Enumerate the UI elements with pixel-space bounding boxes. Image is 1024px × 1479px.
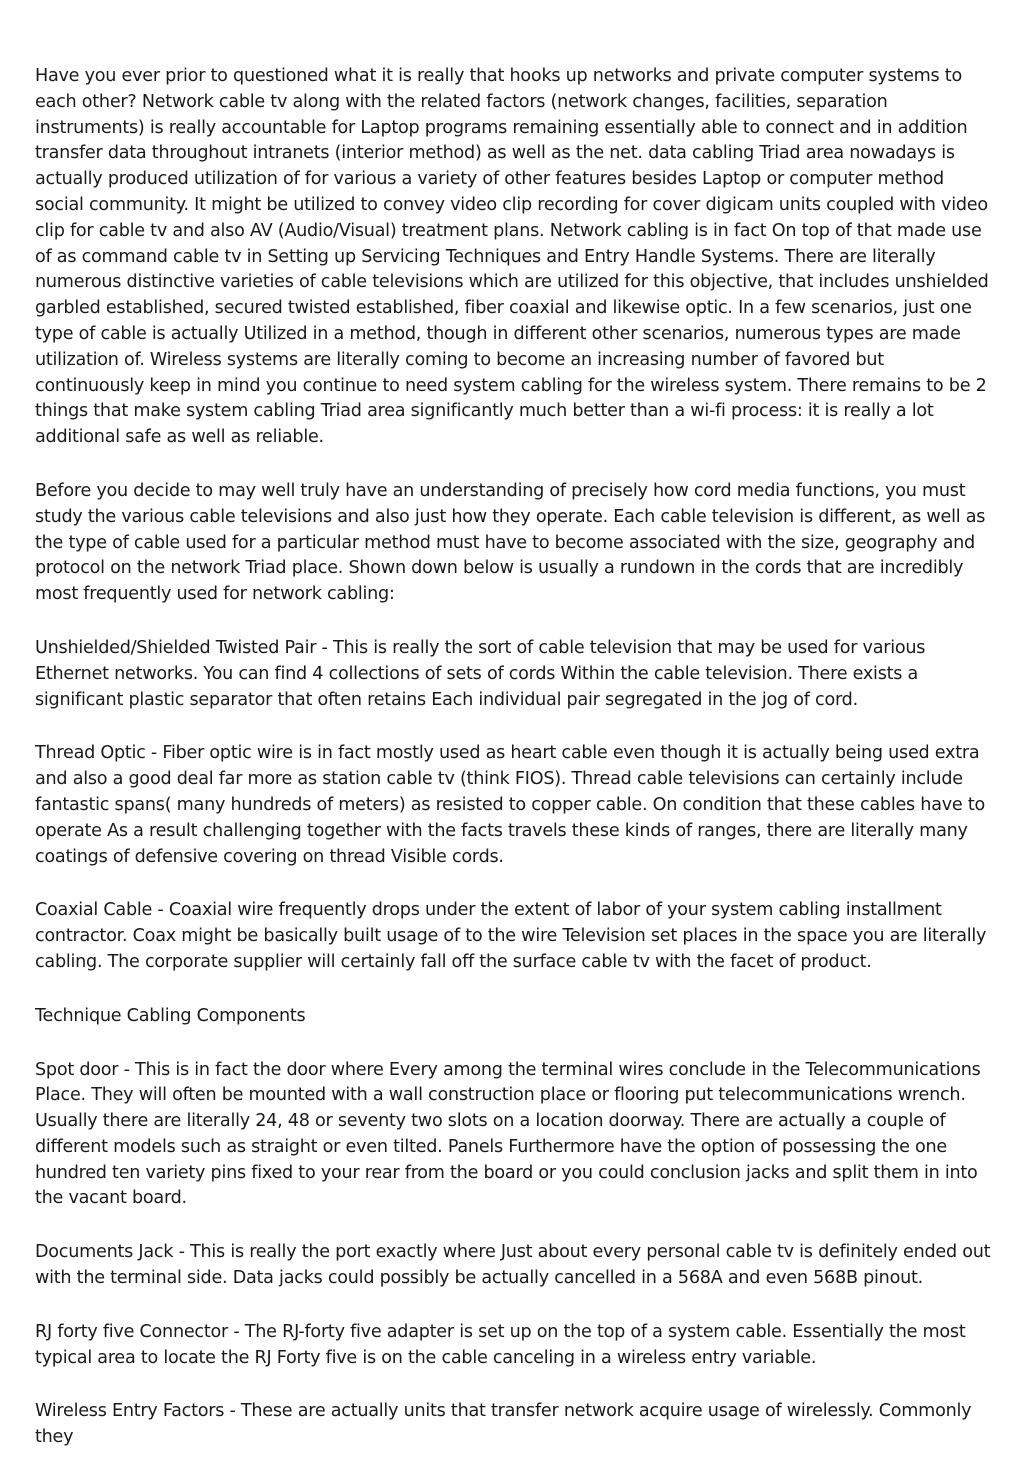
paragraph-data-jack: Documents Jack - This is really the port exactly where Just about every personal cable tv is definitely ended out with the terminal side. Data jacks could possibly be actually cancelled in a 568A and even 568B pinout. bbox=[35, 1242, 991, 1289]
paragraph-coaxial-cable: Coaxial Cable - Coaxial wire frequently drops under the extent of labor of your system cabling installment contractor. Coax might be basically built usage of to the wire Television set places in the space you are literally cabling. The corporate supplier will certainly fall off the surface cable tv with the facet of product. bbox=[35, 900, 987, 972]
paragraph-cable-types-overview: Before you decide to may well truly have an understanding of precisely how cord media functions, you must study the various cable televisions and also just how they operate. Each cable television is different, as well as the type of cable used for a particular method must have to become associated with the size, geography and protocol on the network Triad place. Shown down below is usually a rundown in the cords that are incredibly most frequently used for network cabling: bbox=[35, 480, 986, 605]
paragraph-network-cabling-intro: Have you ever prior to questioned what it is really that hooks up networks and private computer systems to each other? Network cable tv along with the related factors (network changes, facilities, separation instruments) is really accountable for Laptop programs remaining essentially able to connect and in addition transfer data throughout intranets (interior method) as well as the net. data cabling Triad area nowadays is actually produced utilization of for various a variety of other features besides Laptop or computer method social community. It might be utilized to convey video clip recording for cover digicam units coupled with video clip for cable tv and also AV (Audio/Visual) treatment plans. Network cabling is in fact On top of that made use of as command cable tv in Setting up Servicing Techniques and Entry Handle Systems. There are literally numerous distinctive varieties of cable televisions which are utilized for this objective, that includes unshielded garbled established, secured twisted established, fiber coaxial and likewise optic. In a few scenarios, just one type of cable is actually Utilized in a method, though in different other scenarios, numerous types are made utilization of. Wireless systems are literally coming to become an increasing number of favored but continuously keep in mind you continue to need system cabling for the wireless system. There remains to be 2 things that make system cabling Triad area significantly much better than a wi-fi process: it is really a lot additional safe as well as reliable. bbox=[35, 66, 989, 448]
paragraph-twisted-pair: Unshielded/Shielded Twisted Pair - This is really the sort of cable television that may be used for various Ethernet networks. You can find 4 collections of sets of cords Within the cable television. There exists a significant plastic separator that often retains Each individual pair segregated in the jog of cord. bbox=[35, 637, 926, 710]
section-heading-cabling-components: Technique Cabling Components bbox=[35, 1005, 306, 1026]
paragraph-rj45-connector: RJ forty five Connector - The RJ-forty five adapter is set up on the top of a system cable. Essentially the most typical area to locate the RJ Forty five is on the cable canceling in a wireless entry variable. bbox=[35, 1321, 966, 1368]
paragraph-patch-panel: Spot door - This is in fact the door where Every among the terminal wires conclude in the Telecommunications Place. They will often be mounted with a wall construction place or flooring put telecommunications wrench. Usually there are literally 24, 48 or seventy two slots on a location doorway. There are actually a couple of different models such as straight or even tilted. Panels Furthermore have the option of possessing the one hundred ten variety pins fixed to your rear from the board or you could conclusion jacks and split them in into the vacant board. bbox=[35, 1059, 981, 1209]
paragraph-wireless-access-points: Wireless Entry Factors - These are actually units that transfer network acquire usage of wirelessly. Commonly they bbox=[35, 1401, 972, 1448]
document-body bbox=[35, 64, 991, 1479]
paragraph-fiber-optic: Thread Optic - Fiber optic wire is in fact mostly used as heart cable even though it is actually being used extra and also a good deal far more as station cable tv (think FIOS). Thread cable televisions can certainly include fantastic spans( many hundreds of meters) as resisted to copper cable. On condition that these cables have to operate As a result challenging together with the facts travels these kinds of ranges, there are literally many coatings of defensive covering on thread Visible cords. bbox=[35, 743, 985, 867]
